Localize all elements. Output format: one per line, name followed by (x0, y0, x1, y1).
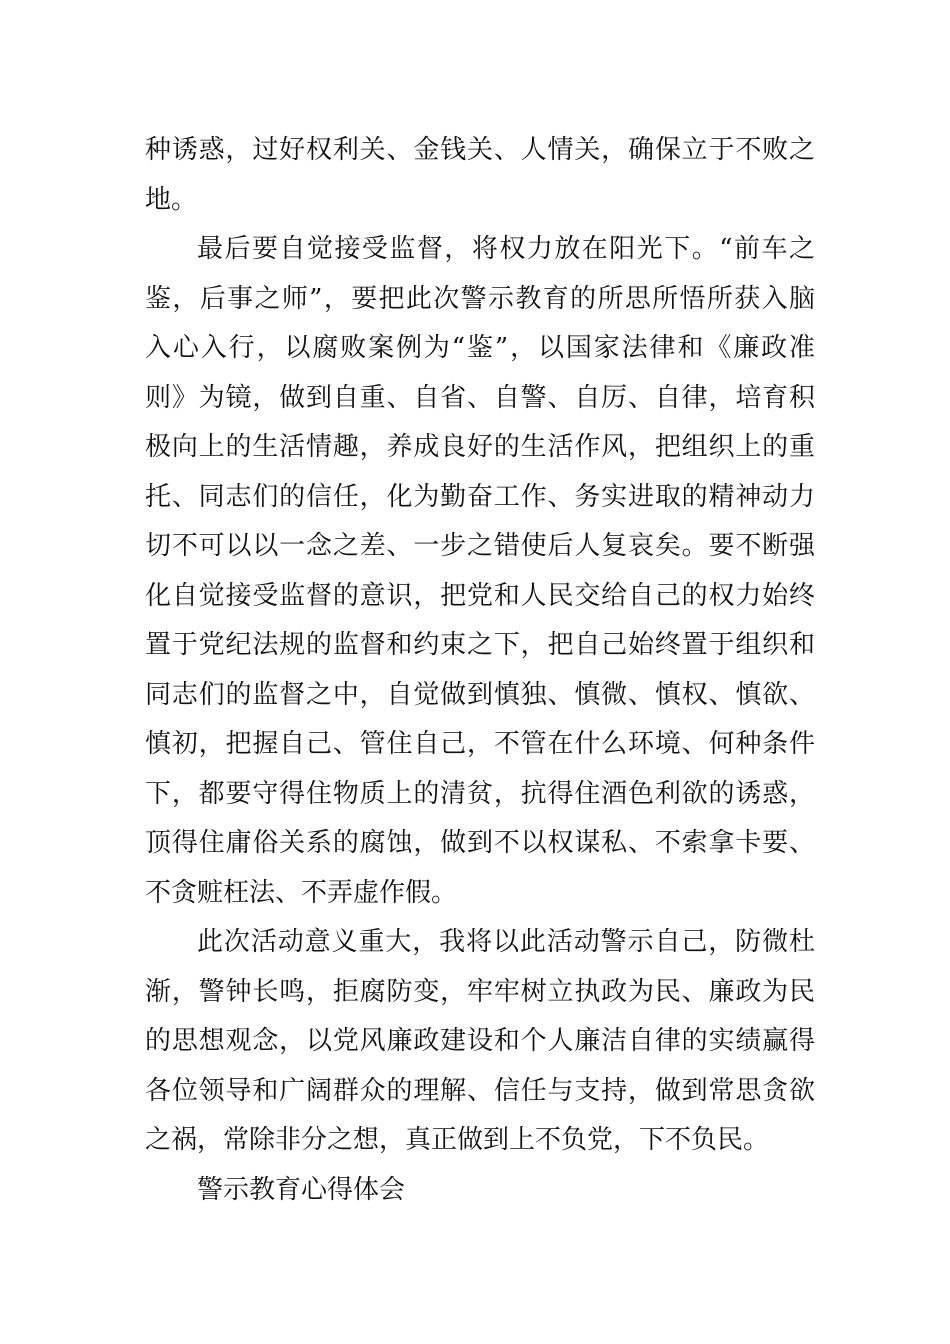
text-line: 不贪赃枉法、不弄虚作假。 (145, 877, 458, 908)
section-heading: 警示教育心得体会 (197, 1174, 406, 1205)
text-line: 下，都要守得住物质上的清贫，抗得住酒色利欲的诱惑， (145, 778, 815, 809)
text-line: 渐，警钟长鸣，拒腐防变，牢牢树立执政为民、廉政为民 (145, 976, 815, 1007)
text-line: 置于党纪法规的监督和约束之下，把自己始终置于组织和 (145, 630, 815, 660)
body-text (145, 126, 815, 1215)
text-line: 之祸，常除非分之想，真正做到上不负党，下不负民。 (145, 1125, 770, 1155)
text-line: 鉴，后事之师”，要把此次警示教育的所思所悟所获入脑 (145, 283, 815, 314)
text-line: 极向上的生活情趣，养成良好的生活作风，把组织上的重 (145, 432, 815, 462)
text-line: 的思想观念，以党风廉政建设和个人廉洁自律的实绩赢得 (145, 1026, 815, 1056)
text-line: 慎初，把握自己、管住自己，不管在什么环境、何种条件 (145, 729, 815, 759)
text-line: 入心入行，以腐败案例为“鉴”，以国家法律和《廉政准 (145, 333, 815, 363)
text-line: 地。 (145, 184, 198, 215)
text-line: 各位领导和广阔群众的理解、信任与支持，做到常思贪欲 (145, 1075, 815, 1106)
paragraph-start-line: 最后要自觉接受监督，将权力放在阳光下。“前车之 (197, 234, 815, 264)
text-line: 同志们的监督之中，自觉做到慎独、慎微、慎权、慎欲、 (145, 679, 815, 710)
text-line: 种诱惑，过好权利关、金钱关、人情关，确保立于不败之 (145, 135, 815, 165)
text-line: 则》为镜，做到自重、自省、自警、自厉、自律，培育积 (145, 382, 815, 413)
paragraph-start-line: 此次活动意义重大，我将以此活动警示自己，防微杜 (197, 927, 815, 957)
text-line: 切不可以以一念之差、一步之错使后人复哀矣。要不断强 (145, 531, 815, 561)
text-line: 顶得住庸俗关系的腐蚀，做到不以权谋私、不索拿卡要、 (145, 828, 815, 858)
text-line: 化自觉接受监督的意识，把党和人民交给自己的权力始终 (145, 580, 815, 611)
text-line: 托、同志们的信任，化为勤奋工作、务实进取的精神动力 (145, 481, 815, 512)
